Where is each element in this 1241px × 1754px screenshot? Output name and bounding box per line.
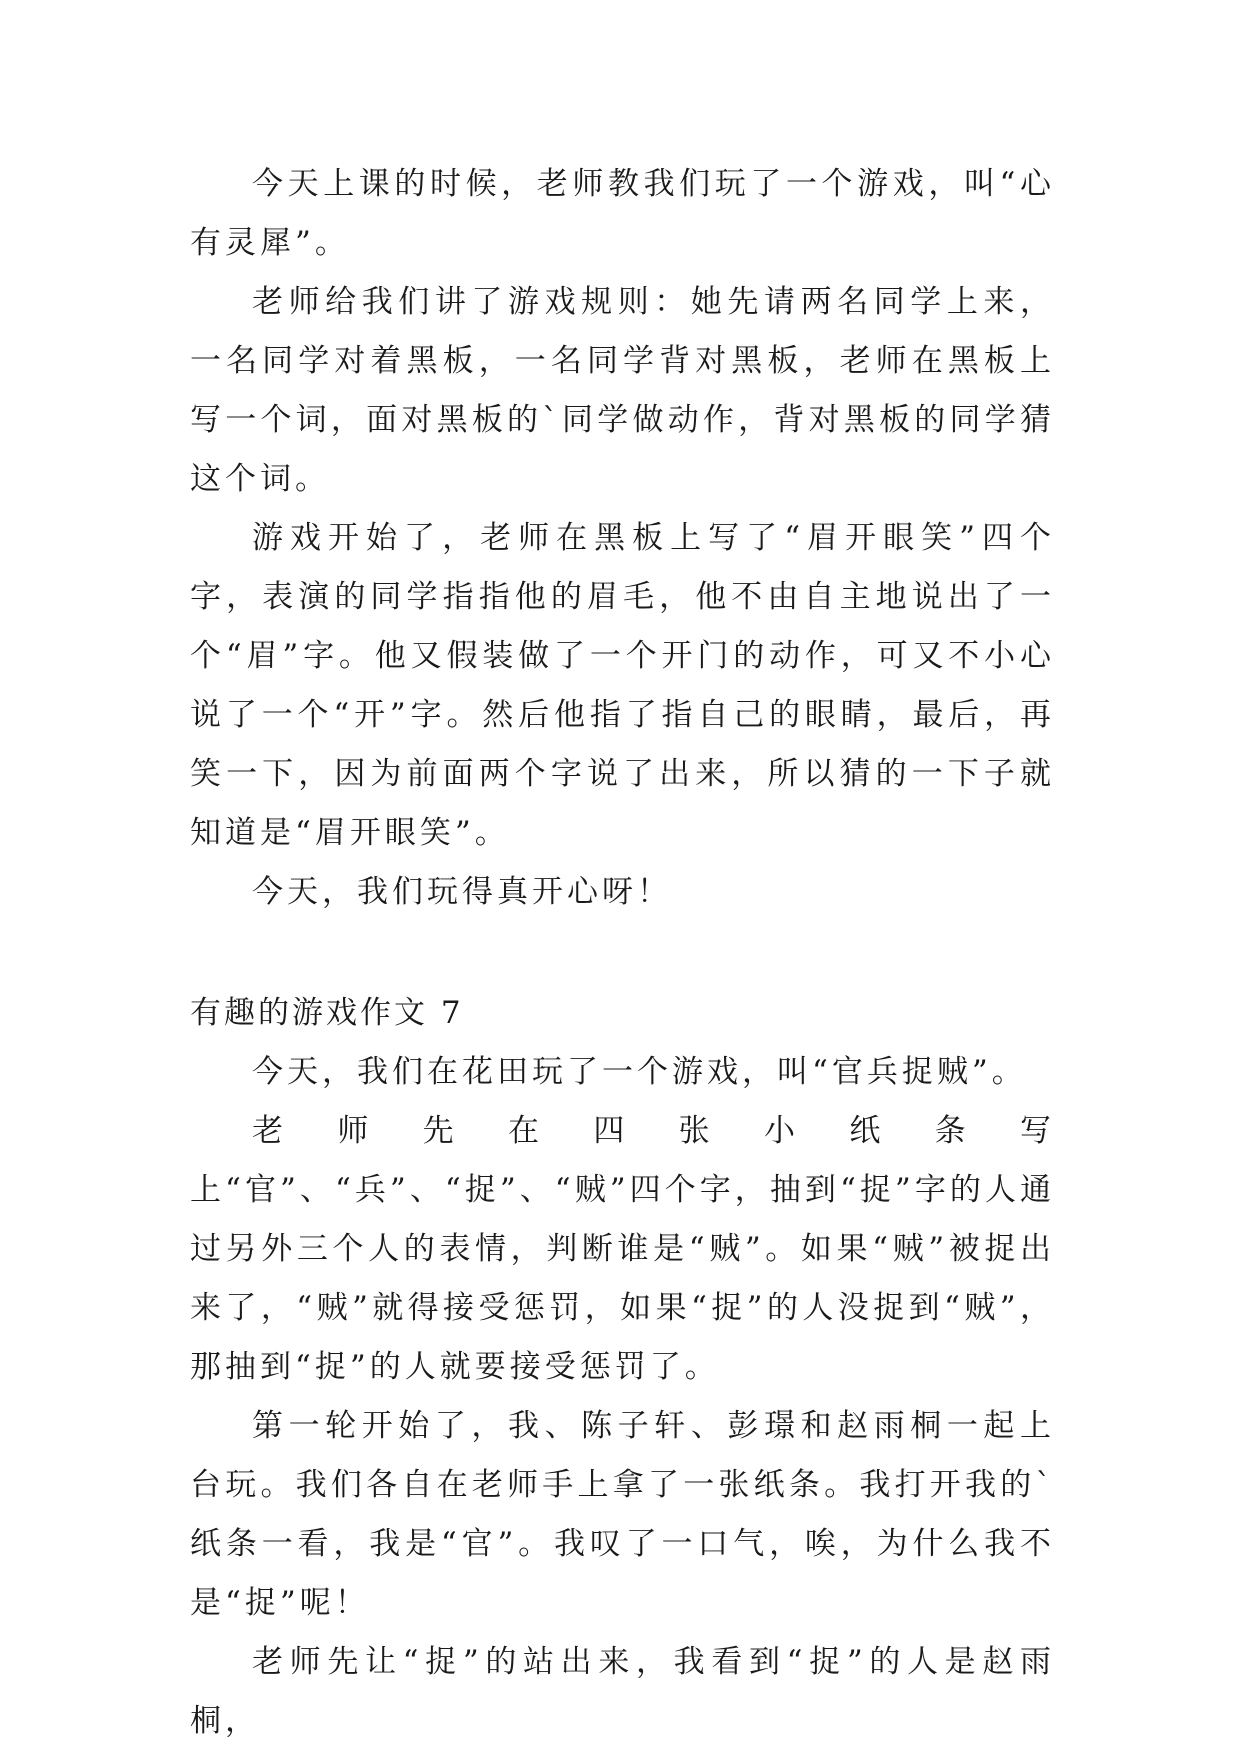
paragraph-intro-2: 今天，我们在花田玩了一个游戏，叫“官兵捉贼”。 [252,1054,1027,1090]
paragraph-conclusion: 今天，我们玩得真开心呀！ [252,874,672,910]
paragraph-catcher: 老师先让“捉”的站出来，我看到“捉”的人是赵雨桐， [190,1644,1055,1739]
paragraph-game-start: 游戏开始了，老师在黑板上写了“眉开眼笑”四个字，表演的同学指指他的眉毛，他不由自主地说出了一个“眉”字。他又假装做了一个开门的动作，可又不小心说了一个“开”字。然后他指了指自己的眼睛，最后，再笑一下，因为前面两个字说了出来，所以猜的一下子就知道是“眉开眼笑”。 [190,520,1055,851]
paragraph-rules-2: 老师先在四张小纸条写上“官”、“兵”、“捉”、“贼”四个字，抽到“捉”字的人通过另外三个人的表情，判断谁是“贼”。如果“贼”被捉出来了，“贼”就得接受惩罚，如果“捉”的人没捉到“贼”，那抽到“捉”的人就要接受惩罚了。 [190,1113,1055,1385]
paragraph-first-round: 第一轮开始了，我、陈子轩、彭璟和赵雨桐一起上台玩。我们各自在老师手上拿了一张纸条。我打开我的`纸条一看，我是“官”。我叹了一口气，唉，为什么我不是“捉”呢！ [190,1408,1055,1621]
paragraph-rules: 老师给我们讲了游戏规则：她先请两名同学上来，一名同学对着黑板，一名同学背对黑板，老师在黑板上写一个词，面对黑板的`同学做动作，背对黑板的同学猜这个词。 [190,284,1055,497]
section-title: 有趣的游戏作文 7 [190,995,464,1031]
paragraph-intro: 今天上课的时候，老师教我们玩了一个游戏，叫“心有灵犀”。 [190,166,1055,261]
document-page [190,155,1055,1751]
